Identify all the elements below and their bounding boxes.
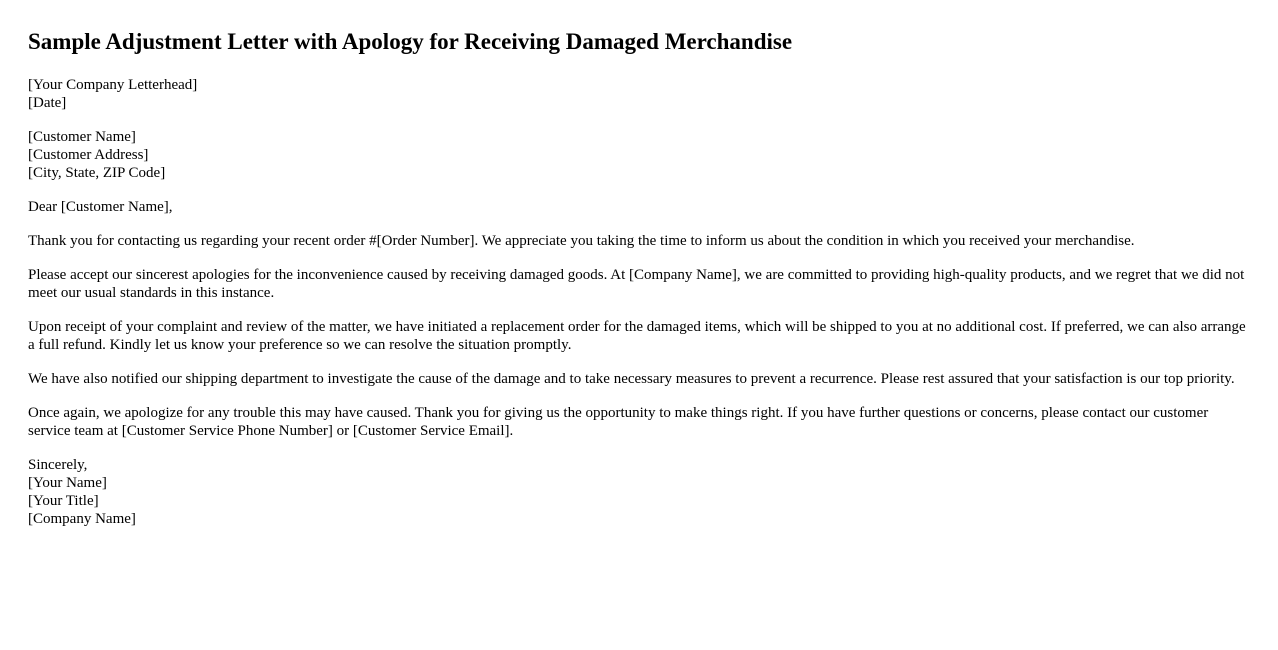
valediction: Sincerely, [28, 457, 88, 473]
recipient-block [28, 128, 1250, 182]
recipient-address: [Customer Address] [28, 147, 149, 163]
sender-block [28, 76, 1250, 112]
letterhead-text: [Your Company Letterhead] [28, 77, 198, 93]
signer-company: [Company Name] [28, 511, 136, 527]
paragraph-contact: Once again, we apologize for any trouble this may have caused. Thank you for giving us the opportunity to make things right. If you have further questions or concerns, please contact our customer service team at [Customer Service Phone Number] or [Customer Service Email]. [28, 405, 1209, 439]
paragraph-prevention: We have also notified our shipping department to investigate the cause of the damage and to take necessary measures to prevent a recurrence. Please rest assured that your satisfaction is our top priority. [28, 371, 1235, 387]
page-title: Sample Adjustment Letter with Apology for Receiving Damaged Merchandise [28, 29, 793, 54]
recipient-name: [Customer Name] [28, 129, 136, 145]
paragraph-apology: Please accept our sincerest apologies for the inconvenience caused by receiving damaged goods. At [Company Name], we are committed to providing high-quality products, and we regret that we did not meet our usual standards in this instance. [28, 267, 1245, 301]
salutation: Dear [Customer Name], [28, 199, 173, 215]
signer-title: [Your Title] [28, 493, 99, 509]
closing-block [28, 456, 1250, 528]
date-text: [Date] [28, 95, 67, 111]
recipient-city-state-zip: [City, State, ZIP Code] [28, 165, 166, 181]
paragraph-resolution: Upon receipt of your complaint and review of the matter, we have initiated a replacement order for the damaged items, which will be shipped to you at no additional cost. If preferred, we can also arrange a full refund. Kindly let us know your preference so we can resolve the situation promptly. [28, 319, 1246, 353]
signer-name: [Your Name] [28, 475, 107, 491]
paragraph-thank-you: Thank you for contacting us regarding your recent order #[Order Number]. We appreciate you taking the time to inform us about the condition in which you received your merchandise. [28, 233, 1135, 249]
